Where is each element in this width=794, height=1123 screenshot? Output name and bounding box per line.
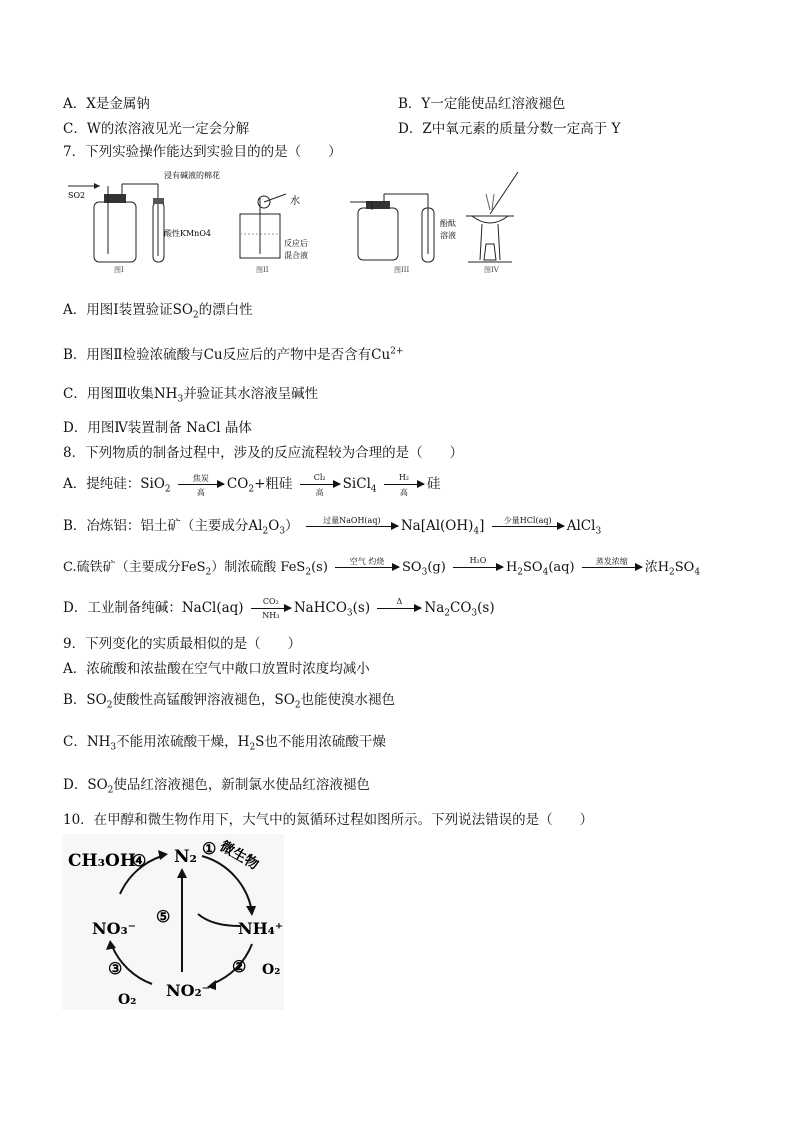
no3-label: NO₃⁻	[92, 919, 137, 938]
o2-label-2: O₂	[118, 992, 137, 1008]
q8-stem: 8．下列物质的制备过程中，涉及的反应流程较为合理的是（ ）	[63, 445, 464, 461]
no2-label: NO₂⁻	[166, 981, 211, 1000]
water-label: 水	[290, 196, 300, 207]
q8-option-d: D．工业制备纯碱：NaCl(aq) $\frac{\text{CO₂}}{\text{NH₃}}$ NaHCO$_3$(s) Δ $Na_2CO_3(s)$	[63, 597, 495, 620]
nitrogen-cycle-diagram	[62, 834, 284, 1010]
q8-option-b: B．冶炼铝：铝土矿（主要成分$Al_2O_3$） 过量NaOH(aq) $Na[Al(OH)_4]$ 少量HCl(aq) AlCl$_3$	[63, 516, 602, 537]
q9-option-c: C．$NH_3$不能用浓硫酸干燥，$H_2S$也不能用浓硫酸干燥	[63, 734, 386, 753]
q9-option-d: D．$SO_2$使品红溶液褪色，新制氯水使品红溶液褪色	[63, 777, 370, 796]
q6-option-c: C．W的浓溶液见光一定会分解	[63, 121, 250, 137]
n2-label: N₂	[174, 847, 197, 867]
phen-label-1: 酚酞	[440, 219, 456, 228]
q6-option-a: A．X是金属钠	[63, 96, 150, 112]
q7-option-c: C．用图Ⅲ收集$NH_3$并验证其水溶液呈碱性	[63, 386, 319, 405]
q9-option-a: A．浓硫酸和浓盐酸在空气中敞口放置时浓度均减小	[63, 661, 370, 677]
q6-option-d: D．Z中氧元素的质量分数一定高于 Y	[398, 121, 621, 137]
fig-caption-2: 图II	[256, 266, 269, 274]
q7-apparatus-figure	[60, 164, 540, 276]
mix-label-1: 反应后	[284, 239, 308, 248]
o2-label-1: O₂	[262, 962, 281, 978]
step-4-marker: ④	[132, 851, 147, 870]
so2-label: SO2	[68, 191, 86, 200]
ch3oh-label: CH₃OH	[68, 851, 136, 871]
mix-label-2: 混合液	[284, 251, 308, 260]
nh4-label: NH₄⁺	[238, 919, 284, 938]
fig-caption-4: 图IV	[484, 266, 499, 274]
kmno4-label: 酸性KMnO4	[164, 229, 211, 238]
q7-stem: 7．下列实验操作能达到实验目的的是（ ）	[63, 144, 342, 160]
microbe-label: 微生物	[216, 838, 262, 874]
q7-option-d: D．用图Ⅳ装置制备 NaCl 晶体	[63, 420, 252, 436]
q9-stem: 9．下列变化的实质最相似的是（ ）	[63, 636, 302, 652]
step-3-marker: ③	[108, 959, 123, 978]
q7-option-a: A．用图Ⅰ装置验证$SO_2$的漂白性	[63, 302, 253, 321]
q10-stem: 10．在甲醇和微生物作用下，大气中的氮循环过程如图所示。下列说法错误的是（ ）	[63, 812, 594, 828]
phen-label-2: 溶液	[440, 231, 456, 240]
q9-option-b: B．$SO_2$使酸性高锰酸钾溶液褪色，$SO_2$也能使溴水褪色	[63, 692, 396, 711]
step-1-marker: ①	[202, 839, 217, 858]
q7-option-b: B．用图Ⅱ检验浓硫酸与Cu反应后的产物中是否含有$Cu^{2+}$	[63, 346, 404, 363]
cotton-label: 浸有碱液的棉花	[164, 171, 220, 180]
step-2-marker: ②	[232, 957, 247, 976]
fig-caption-3: 图III	[394, 266, 410, 274]
q8-option-a: A．提纯硅：SiO$_2$ 焦炭 高 $CO_2+$粗硅 Cl₂ 高 SiCl$_4$ H₂ 高 硅	[63, 473, 441, 497]
q6-option-b: B．Y一定能使品红溶液褪色	[398, 96, 566, 112]
step-5-marker: ⑤	[156, 907, 171, 926]
fig-caption-1: 图I	[114, 266, 124, 274]
q8-option-c: C.硫铁矿（主要成分FeS$_2$）制浓硫酸 FeS$_2$(s) 空气 灼烧 $SO_3(g)$ H₂O $H_2SO_4(aq)$ 蒸发浓缩 浓$H_2SO_4$	[63, 556, 701, 578]
